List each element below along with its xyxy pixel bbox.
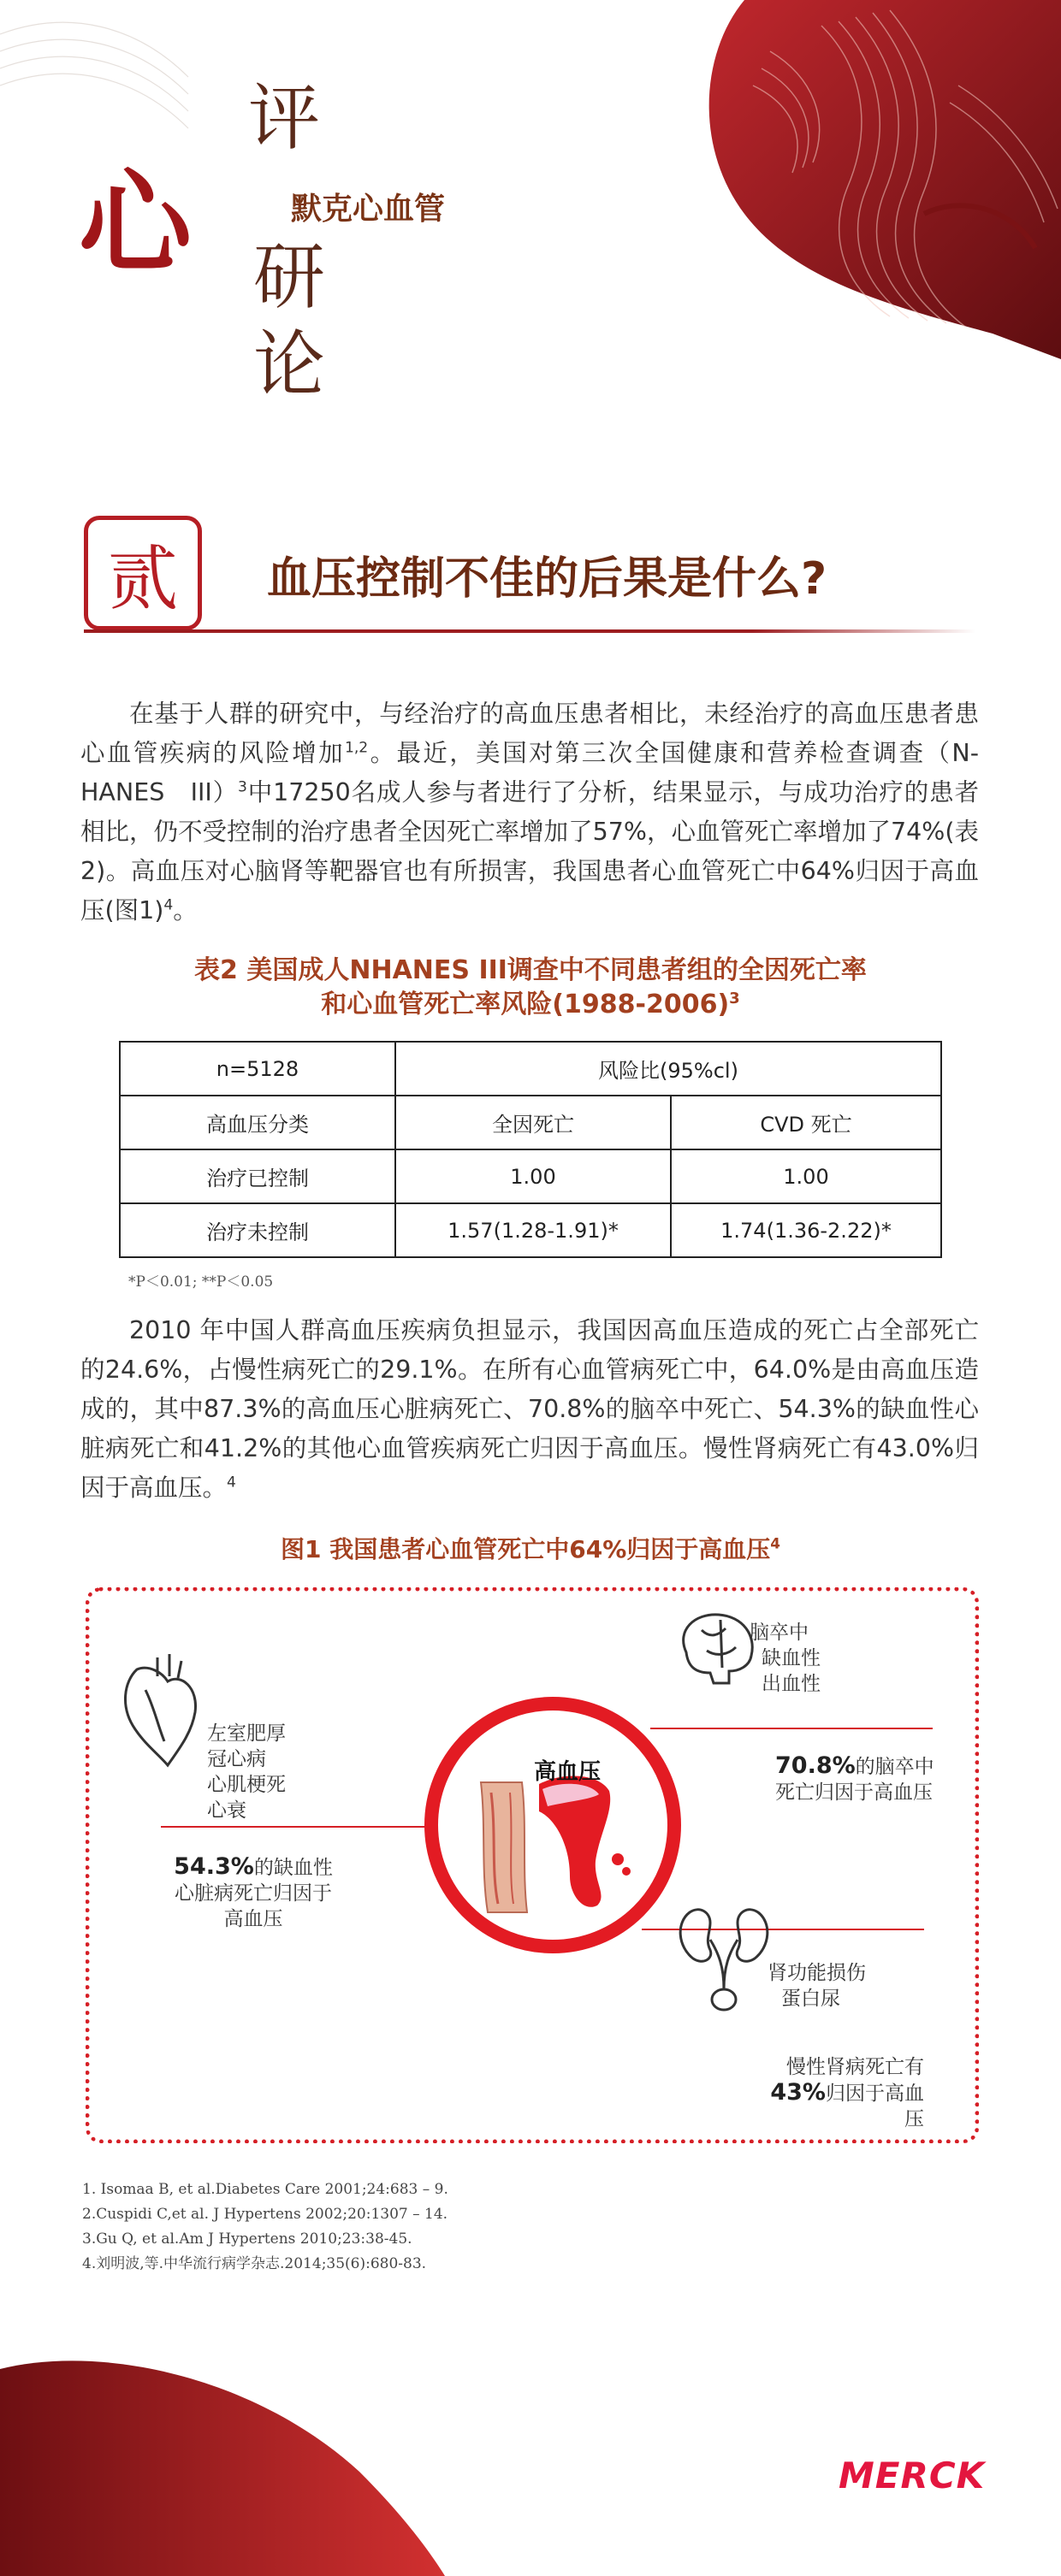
table-caption: 表2 美国成人NHANES III调查中不同患者组的全因死亡率 和心血管死亡率风险(1988-2006)$^3$ xyxy=(194,955,867,1019)
reference-item: 1. Isomaa B, et al.Diabetes Care 2001;24:683 – 9. xyxy=(82,2181,448,2198)
reference-item: 2.Cuspidi C,et al. J Hypertens 2002;20:1307 – 14. xyxy=(82,2206,448,2223)
table-cell: n=5128 xyxy=(120,1042,395,1096)
heart-conditions: 左室肥厚 冠心病 心肌梗死 心衰 xyxy=(207,1722,286,1822)
references xyxy=(82,2177,448,2277)
risk-table xyxy=(119,1041,942,1258)
table-row xyxy=(120,1149,941,1203)
logo-char-xin: 心 xyxy=(79,157,192,290)
reference-item: 3.Gu Q, et al.Am J Hypertens 2010;23:38-45. xyxy=(82,2230,412,2248)
kidney-icon xyxy=(680,1910,768,2010)
ckd-label: 慢性肾病死亡有 43%归因于高血压 xyxy=(770,2056,924,2130)
table-cell: 风险比(95%cl) xyxy=(395,1042,941,1096)
table-header-cell: 高血压分类 xyxy=(120,1096,395,1149)
table-row xyxy=(120,1096,941,1149)
table-cell: 治疗已控制 xyxy=(120,1149,395,1203)
footer-wave xyxy=(0,2343,479,2576)
table-row xyxy=(120,1042,941,1096)
brain-icon xyxy=(684,1615,753,1683)
section-badge: 贰 xyxy=(84,516,202,630)
logo-char-ping: 评 xyxy=(248,76,321,160)
table-cell: 1.00 xyxy=(395,1149,671,1203)
center-label: 高血压 xyxy=(534,1759,602,1785)
logo-char-yan: 研 xyxy=(253,235,326,319)
brain-conditions: 脑卒中 缺血性 出血性 xyxy=(750,1622,821,1695)
table-cell: 1.57(1.28-1.91)* xyxy=(395,1203,671,1257)
heart-illustration xyxy=(667,0,1061,376)
ihd-label: 54.3%的缺血性 心脏病死亡归因于 高血压 xyxy=(174,1853,333,1930)
table-cell: 1.74(1.36-2.22)* xyxy=(671,1203,941,1257)
burden-paragraph: 2010 年中国人群高血压疾病负担显示，我国因高血压造成的死亡占全部死亡的24.6%，占慢性病死亡的29.1%。在所有心血管病死亡中，64.0%是由高血压造成的，其中87.3%的高血压心脏病死亡、70.8%的脑卒中死亡、54.3%的缺血性心脏病死亡和41.2%的其他心血管疾病死亡归因于高血压。慢性肾病死亡有43.0%归因于高血压。$^4$ xyxy=(80,1316,979,1502)
table-header-cell: 全因死亡 xyxy=(395,1096,671,1149)
figure-caption: 图1 我国患者心血管死亡中64%归因于高血压$^4$ xyxy=(281,1534,780,1563)
logo-char-lun: 论 xyxy=(253,322,326,406)
table-note: *P＜0.01; **P＜0.05 xyxy=(128,1273,274,1291)
section-title: 血压控制不佳的后果是什么? xyxy=(267,553,827,605)
table-cell: 治疗未控制 xyxy=(120,1203,395,1257)
blood-vessel-icon xyxy=(481,1782,527,1912)
table-header-cell: CVD 死亡 xyxy=(671,1096,941,1149)
intro-paragraph: 在基于人群的研究中，与经治疗的高血压患者相比，未经治疗的高血压患者患心血管疾病的风险增加$^{1,2}$。最近，美国对第三次全国健康和营养检查调查（N-HANES III）$^3$中17250名成人参与者进行了分析，结果显示，与成功治疗的患者相比，仍不受控制的治疗患者全因死亡率增加了57%，心血管死亡率增加了74%(表2)。高血压对心脑肾等靶器官也有所损害，我国患者心血管死亡中64%归因于高血压(图1)$^4$。 xyxy=(80,700,979,925)
merck-logo: MERCK xyxy=(839,2455,986,2496)
kidney-conditions: 肾功能损伤 蛋白尿 xyxy=(768,1962,866,2010)
table-cell: 1.00 xyxy=(671,1149,941,1203)
section-divider xyxy=(84,629,975,633)
reference-item: 4.刘明波,等.中华流行病学杂志.2014;35(6):680-83. xyxy=(82,2255,427,2272)
table-row xyxy=(120,1203,941,1257)
brand-subtitle: 默克心血管 xyxy=(291,192,446,227)
heart-icon xyxy=(125,1654,195,1765)
stroke-label: 70.8%的脑卒中 死亡归因于高血压 xyxy=(775,1752,934,1804)
